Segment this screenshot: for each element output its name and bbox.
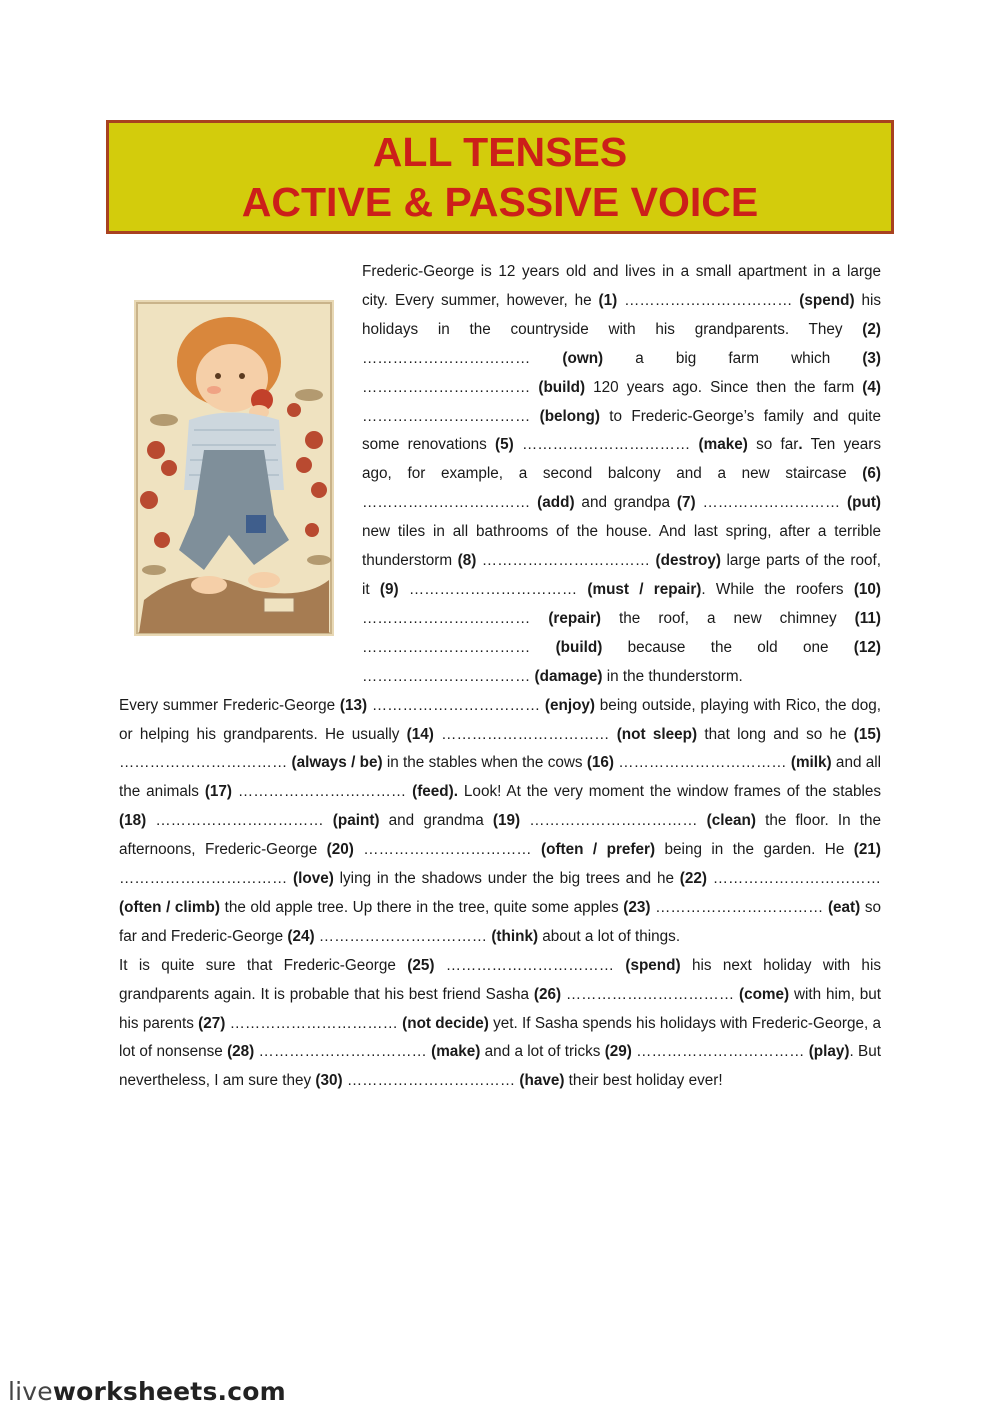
story-segment: and grandma (379, 812, 493, 830)
story-segment: . But nevertheless, I am sure they (119, 1043, 881, 1090)
story-segment: so far (747, 436, 799, 454)
bold-cue: (milk) (790, 754, 832, 772)
story-segment: being outside, playing with Rico, the dog, or helping his grandparents. He usually (119, 696, 881, 743)
story-segment: …………………………… (146, 812, 333, 830)
bold-cue: (damage) (534, 667, 603, 685)
story-segment: being in the garden. He (655, 841, 854, 859)
bold-cue: (must / repair) (587, 580, 702, 598)
bold-cue: (8) (457, 552, 477, 570)
story-segment: and grandpa (574, 494, 677, 512)
bold-cue: (6) (862, 465, 881, 483)
bold-cue: (build) (538, 378, 586, 396)
story-segment: about a lot of things. (538, 927, 681, 945)
story-segment: in the stables when the cows (382, 754, 587, 772)
bold-cue: (18) (119, 812, 147, 830)
bold-cue: (enjoy) (544, 696, 596, 714)
title-line-1: ALL TENSES (372, 129, 628, 175)
bold-cue: (9) (379, 580, 399, 598)
story-segment: lying in the shadows under the big trees and he (333, 870, 680, 888)
liveworksheets-logo (8, 1377, 286, 1406)
story-segment: …………………………… (561, 985, 739, 1003)
bold-cue: (13) (339, 696, 368, 714)
bold-cue: (15) (853, 725, 881, 743)
illustration-space (119, 258, 362, 664)
bold-cue: (4) (862, 378, 881, 396)
title-line-2: ACTIVE & PASSIVE VOICE (241, 179, 759, 225)
story-segment: Every summer Frederic-George (119, 696, 340, 714)
story-segment: that long and so he (697, 725, 854, 743)
story-segment: Ten years ago, for example, a second balcony and a new staircase (362, 436, 881, 483)
story-segment: 120 years ago. Since then the farm (585, 378, 863, 396)
story-segment: …………………………… (433, 725, 617, 743)
story-segment: …………………………… (520, 812, 707, 830)
bold-cue: (16) (586, 754, 615, 772)
bold-cue: (love) (293, 870, 334, 888)
bold-cue: (have) (519, 1072, 565, 1090)
story-segment: …………………………… (617, 291, 800, 309)
bold-cue: (28) (227, 1043, 255, 1061)
story-segment: …………………………… (362, 494, 538, 512)
bold-cue: (make) (698, 436, 748, 454)
story-segment: …………………………… (367, 696, 545, 714)
story-segment: …………………………… (362, 349, 563, 367)
bold-cue: (come) (738, 985, 790, 1003)
story-segment: his holidays in the countryside with his grandparents. They (362, 291, 881, 338)
story-segment: …………………………… (254, 1043, 432, 1061)
story-segment: the roof, a new chimney (601, 609, 855, 627)
story-segment: the old apple tree. Up there in the tree, quite some apples (219, 898, 624, 916)
bold-cue: (own) (562, 349, 604, 367)
bold-cue: (21) (853, 841, 881, 859)
story-segment: new tiles in all bathrooms of the house. And last spring, after a terrible thunderstorm (362, 523, 881, 570)
logo-light-part: live (8, 1377, 53, 1406)
story-segment: with him, but his parents (119, 985, 882, 1032)
story-segment: Frederic-George is 12 years old and lives in a small apartment in a large city. Every summer, however, he (362, 263, 881, 309)
story-segment: …………………………… (314, 927, 492, 945)
bold-cue: (14) (406, 725, 434, 743)
bold-cue: (add) (537, 494, 575, 512)
bold-cue: (27) (198, 1014, 226, 1032)
bold-cue: (often / prefer) (541, 841, 656, 859)
bold-cue: (26) (533, 985, 562, 1003)
story-segment: …………………………… (225, 1014, 403, 1032)
bold-cue: (20) (326, 841, 354, 859)
bold-cue: (feed). (412, 783, 459, 801)
bold-cue: (19) (492, 812, 521, 830)
story-segment: …………………………… (706, 870, 881, 888)
paragraph-2 (119, 692, 881, 952)
bold-cue: (30) (315, 1072, 343, 1090)
bold-cue: (always / be) (291, 754, 383, 772)
story-segment: yet. If Sasha spends his holidays with Frederic-George, a lot of nonsense (119, 1014, 881, 1061)
bold-cue: (often / climb) (119, 898, 220, 916)
story-segment: …………………………… (362, 407, 540, 425)
story-segment: …………………………… (614, 754, 791, 772)
story-segment: because the old one (602, 638, 854, 656)
bold-cue: (clean) (706, 812, 756, 830)
bold-cue: (belong) (539, 407, 600, 425)
bold-cue: (not decide) (402, 1014, 489, 1032)
story-segment: …………………………… (362, 378, 539, 396)
story-segment: …………………………… (362, 667, 535, 685)
story-segment: Look! At the very moment the window frames of the stables (458, 783, 882, 801)
story-segment: in the thunderstorm. (602, 667, 743, 685)
bold-cue: (5) (495, 436, 514, 454)
story-segment: …………………………… (513, 436, 699, 454)
bold-cue: (17) (204, 783, 233, 801)
bold-cue: (1) (598, 291, 618, 309)
story-segment: …………………………… (353, 841, 542, 859)
bold-cue: (repair) (548, 609, 602, 627)
bold-cue: (spend) (799, 291, 855, 309)
story-segment: his next holiday with his grandparents again. It is probable that his best friend Sasha (119, 956, 881, 1003)
bold-cue: (not sleep) (616, 725, 698, 743)
story-segment: . While the roofers (701, 580, 854, 598)
story-segment: to Frederic-George’s family and quite some renovations (362, 407, 881, 454)
bold-cue: (2) (862, 320, 881, 338)
story-segment: …………………………… (362, 638, 556, 656)
story-segment: a big farm which (603, 349, 863, 367)
story-segment: …………………………… (119, 870, 294, 888)
story-segment: It is quite sure that Frederic-George (119, 956, 408, 974)
story-segment: …………………………… (342, 1072, 520, 1090)
story-segment: their best holiday ever! (564, 1072, 723, 1090)
bold-cue: (11) (854, 609, 882, 627)
paragraph-3 (119, 952, 881, 1097)
bold-cue: (12) (853, 638, 881, 656)
bold-cue: (23) (623, 898, 651, 916)
story-segment: so far and Frederic-George (119, 898, 882, 945)
bold-cue: (spend) (625, 956, 681, 974)
bold-cue: (24) (287, 927, 315, 945)
story-segment: …………………………… (476, 552, 656, 570)
story-segment: …………………………… (232, 783, 413, 801)
story-segment: …………………………… (398, 580, 588, 598)
bold-cue: (make) (431, 1043, 481, 1061)
bold-cue: (play) (808, 1043, 850, 1061)
story-segment: ……………………… (695, 494, 848, 512)
bold-cue: (destroy) (655, 552, 721, 570)
bold-cue: (paint) (332, 812, 380, 830)
logo-bold-part: worksheets.com (52, 1377, 286, 1406)
story-segment: and all the animals (119, 754, 882, 801)
story-segment: …………………………… (119, 754, 292, 772)
bold-cue: (22) (679, 870, 707, 888)
bold-cue: (put) (847, 494, 882, 512)
story-segment: and a lot of tricks (480, 1043, 605, 1061)
story-text (119, 258, 881, 1096)
story-segment: the floor. In the afternoons, Frederic-George (119, 812, 882, 859)
story-segment: …………………………… (631, 1043, 809, 1061)
bold-cue: (3) (862, 349, 882, 367)
story-segment: …………………………… (362, 609, 549, 627)
title-banner (106, 120, 894, 234)
story-segment: …………………………… (650, 898, 828, 916)
story-segment: large parts of the roof, it (362, 552, 882, 598)
bold-cue: (25) (407, 956, 435, 974)
bold-cue: (7) (676, 494, 696, 512)
bold-cue: (build) (555, 638, 603, 656)
bold-cue: (think) (491, 927, 539, 945)
bold-cue: . (798, 436, 803, 454)
story-segment: …………………………… (434, 956, 626, 974)
bold-cue: (29) (604, 1043, 632, 1061)
bold-cue: (eat) (827, 898, 861, 916)
bold-cue: (10) (853, 580, 882, 598)
